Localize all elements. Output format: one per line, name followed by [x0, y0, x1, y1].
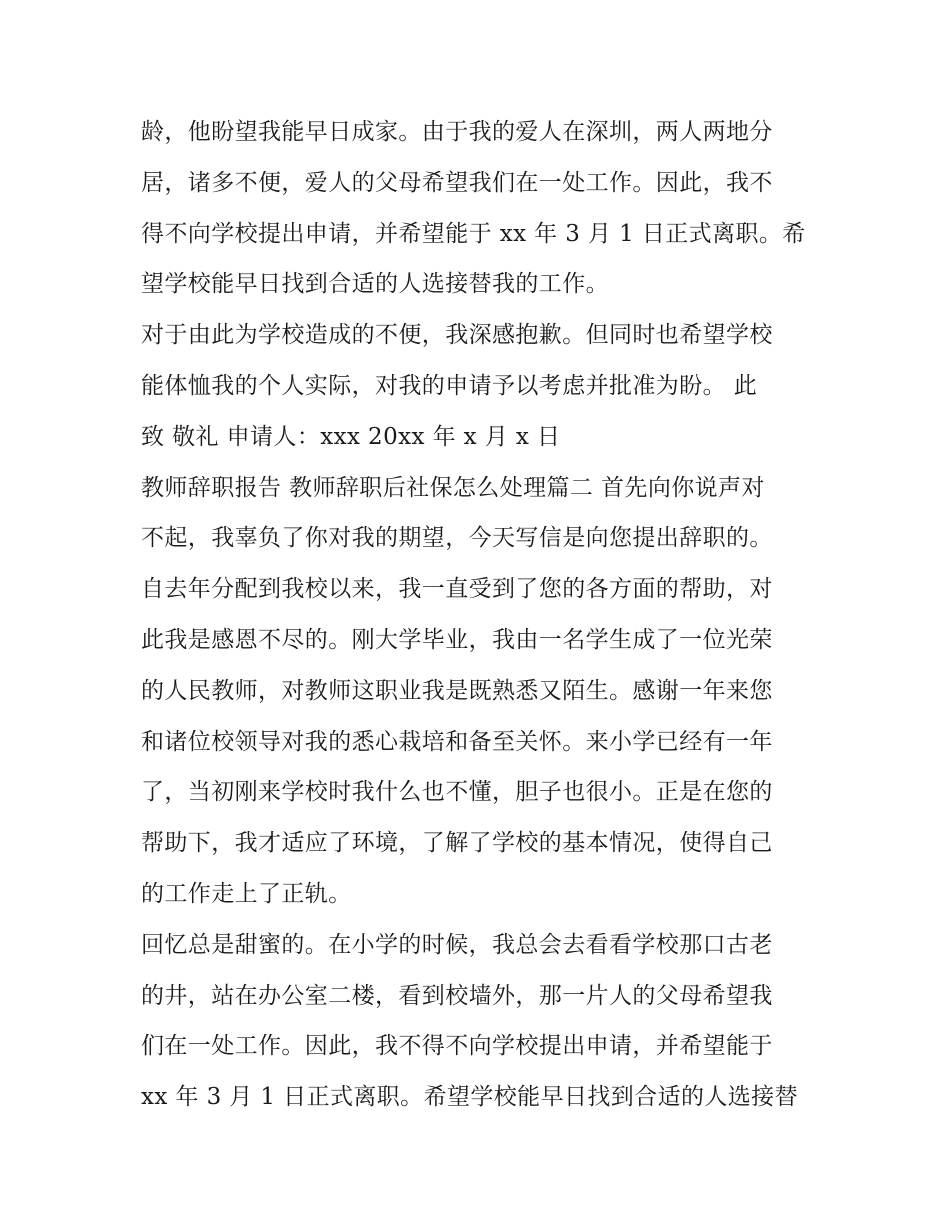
text-line: 得不向学校提出申请，并希望能于 xx 年 3 月 1 日正式离职。希: [141, 220, 806, 247]
text-line: 对于由此为学校造成的不便，我深感抱歉。但同时也希望学校: [141, 322, 773, 349]
text-line: 望学校能早日找到合适的人选接替我的工作。: [141, 271, 609, 298]
text-line: 们在一处工作。因此，我不得不向学校提出申请，并希望能于: [141, 1033, 773, 1060]
text-line: 的人民教师，对教师这职业我是既熟悉又陌生。感谢一年来您: [141, 677, 773, 704]
text-line: 回忆总是甜蜜的。在小学的时候，我总会去看看学校那口古老: [141, 931, 773, 958]
text-line: 的工作走上了正轨。: [141, 880, 352, 907]
text-line: 此我是感恩不尽的。刚大学毕业，我由一名学生成了一位光荣: [141, 626, 773, 653]
text-line: 自去年分配到我校以来，我一直受到了您的各方面的帮助，对: [141, 576, 773, 603]
text-line: 的井，站在办公室二楼，看到校墙外，那一片人的父母希望我: [141, 982, 773, 1009]
text-line: xx 年 3 月 1 日正式离职。希望学校能早日找到合适的人选接替: [141, 1084, 798, 1111]
text-line: 教师辞职报告 教师辞职后社保怎么处理篇二 首先向你说声对: [141, 474, 765, 501]
text-line: 帮助下，我才适应了环境，了解了学校的基本情况，使得自己: [141, 830, 773, 857]
text-line: 居，诸多不便，爱人的父母希望我们在一处工作。因此，我不: [141, 169, 773, 196]
text-line: 不起，我辜负了你对我的期望，今天写信是向您提出辞职的。: [141, 525, 773, 552]
document-body: [141, 107, 821, 1123]
text-line: 和诸位校领导对我的悉心栽培和备至关怀。来小学已经有一年: [141, 728, 773, 755]
text-line: 了，当初刚来学校时我什么也不懂，胆子也很小。正是在您的: [141, 779, 773, 806]
text-line: 能体恤我的个人实际，对我的申请予以考虑并批准为盼。 此: [141, 372, 758, 399]
text-line: 龄，他盼望我能早日成家。由于我的爱人在深圳，两人两地分: [141, 119, 773, 145]
text-line: 致 敬礼 申请人：xxx 20xx 年 x 月 x 日: [141, 423, 561, 450]
